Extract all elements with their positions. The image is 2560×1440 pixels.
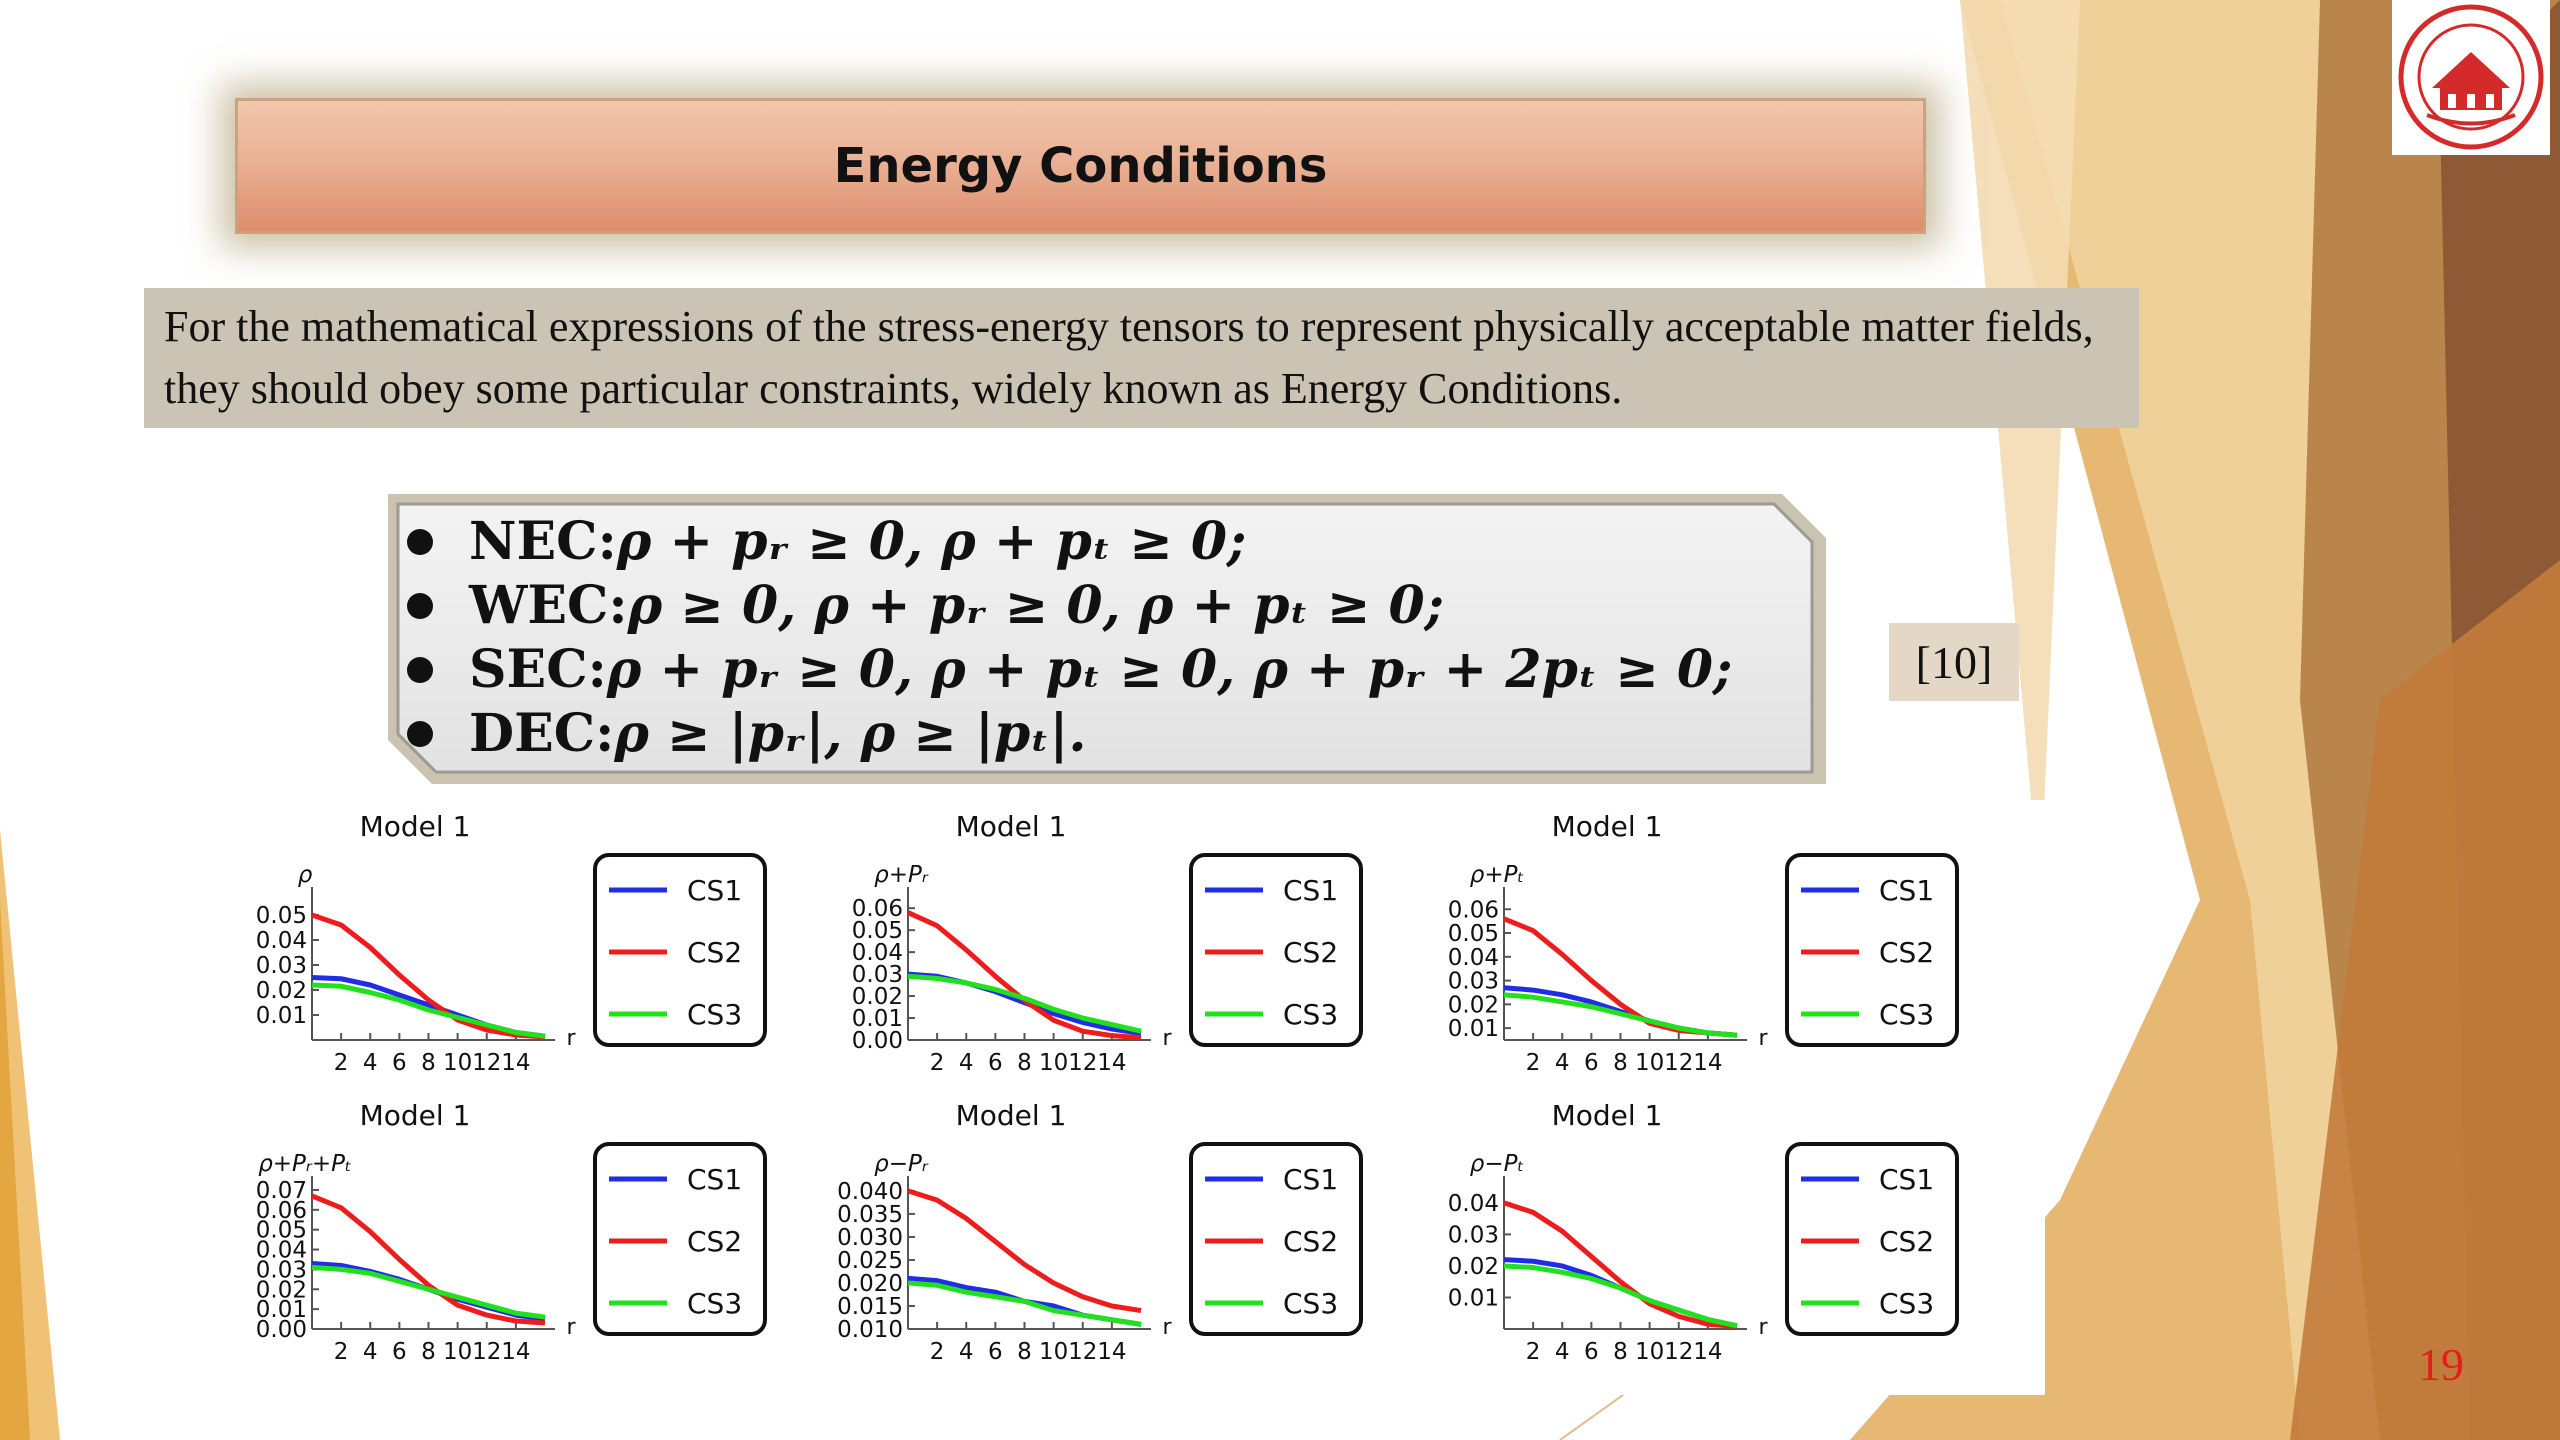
condition-separator: : <box>597 511 617 572</box>
x-tick-label: 2 <box>333 1339 349 1365</box>
legend-label: CS2 <box>1879 1225 1935 1258</box>
y-tick-label: 0.04 <box>1447 1190 1499 1217</box>
y-tick-label: 0.04 <box>255 928 307 954</box>
y-tick-label: 0.02 <box>255 978 307 1004</box>
energy-plot-5 <box>791 1089 1381 1374</box>
x-tick-label: 10 <box>1038 1050 1069 1076</box>
y-tick-label: 0.07 <box>255 1177 307 1204</box>
x-tick-label: 12 <box>1664 1050 1694 1076</box>
x-tick-label: 6 <box>988 1339 1003 1365</box>
condition-name: DEC <box>469 703 596 764</box>
condition-name: WEC <box>469 575 609 636</box>
x-tick-label: 2 <box>929 1050 945 1076</box>
legend-label: CS1 <box>687 874 743 907</box>
y-tick-label: 0.05 <box>255 903 307 929</box>
x-tick-label: 12 <box>1068 1339 1098 1365</box>
plot-title: Model 1 <box>1551 810 1663 843</box>
y-tick-label: 0.030 <box>837 1224 903 1251</box>
plots-panel <box>195 800 2045 1395</box>
legend-label: CS2 <box>687 936 743 969</box>
condition-nec <box>407 510 1732 574</box>
legend-label: CS1 <box>1879 874 1935 907</box>
energy-plot-4 <box>195 1089 785 1374</box>
title-banner <box>235 98 1926 234</box>
legend-label: CS3 <box>687 998 743 1031</box>
page-number: 19 <box>2418 1339 2464 1390</box>
y-tick-label: 0.05 <box>255 1217 307 1244</box>
y-tick-label: 0.03 <box>851 962 903 989</box>
x-tick-label: 6 <box>1584 1339 1599 1365</box>
y-tick-label: 0.03 <box>1447 968 1499 995</box>
legend-label: CS1 <box>687 1163 743 1196</box>
y-tick-label: 0.01 <box>851 1006 903 1033</box>
x-tick-label: 10 <box>442 1050 473 1076</box>
energy-conditions-box <box>382 488 1832 790</box>
y-axis-label: ρ−Pₜ <box>1469 1151 1525 1177</box>
slide-title: Energy Conditions <box>833 138 1328 194</box>
plot-title: Model 1 <box>359 1099 471 1132</box>
x-tick-label: 8 <box>1017 1050 1032 1076</box>
condition-separator: : <box>587 639 607 700</box>
legend-label: CS3 <box>1879 1287 1935 1320</box>
x-axis-label: r <box>1758 1026 1768 1051</box>
y-tick-label: 0.00 <box>851 1028 903 1054</box>
x-tick-label: 2 <box>1525 1339 1541 1365</box>
y-axis-label: ρ+Pₜ <box>1469 862 1525 888</box>
y-tick-label: 0.02 <box>255 1277 307 1304</box>
y-tick-label: 0.01 <box>1447 1285 1499 1312</box>
x-tick-label: 10 <box>442 1339 473 1365</box>
x-tick-label: 8 <box>1017 1339 1032 1365</box>
x-tick-label: 10 <box>1634 1339 1665 1365</box>
y-tick-label: 0.04 <box>1447 944 1499 971</box>
energy-plot-6 <box>1387 1089 1977 1374</box>
y-tick-label: 0.06 <box>1447 897 1499 924</box>
x-axis-label: r <box>1162 1026 1172 1051</box>
university-seal-icon <box>2392 0 2550 155</box>
plot-title: Model 1 <box>359 810 471 843</box>
y-axis-label: ρ−Pᵣ <box>874 1151 928 1177</box>
x-tick-label: 2 <box>1525 1050 1541 1076</box>
x-tick-label: 14 <box>1097 1339 1127 1365</box>
legend-label: CS3 <box>1283 1287 1339 1320</box>
series-line-cs3 <box>312 1267 545 1317</box>
series-line-cs2 <box>312 1196 545 1323</box>
energy-plot-1 <box>195 800 785 1085</box>
series-line-cs3 <box>1504 1266 1737 1326</box>
plot-legend <box>1787 855 1957 1045</box>
energy-plot-2 <box>791 800 1381 1085</box>
x-tick-label: 4 <box>362 1339 378 1365</box>
y-tick-label: 0.05 <box>1447 921 1499 948</box>
y-tick-label: 0.06 <box>851 896 903 923</box>
y-tick-label: 0.01 <box>255 1003 307 1029</box>
condition-expression: ρ ≥ 0, ρ + pᵣ ≥ 0, ρ + pₜ ≥ 0; <box>627 575 1444 636</box>
y-tick-label: 0.04 <box>851 940 903 967</box>
plot-legend <box>595 1144 765 1334</box>
x-tick-label: 12 <box>472 1339 502 1365</box>
x-tick-label: 10 <box>1038 1339 1069 1365</box>
x-axis-label: r <box>1758 1315 1768 1340</box>
intro-text: For the mathematical expressions of the stress-energy tensors to represent physically acceptable matter fields, they should obey some particular constraints, widely known as Energy Conditions. <box>144 288 2139 428</box>
bullet-icon <box>407 529 433 555</box>
x-axis-label: r <box>1162 1315 1172 1340</box>
series-line-cs3 <box>1504 995 1737 1035</box>
series-line-cs2 <box>1504 919 1737 1035</box>
y-tick-label: 0.04 <box>255 1237 307 1264</box>
y-tick-label: 0.02 <box>1447 992 1499 1019</box>
legend-label: CS3 <box>687 1287 743 1320</box>
legend-label: CS3 <box>1283 998 1339 1031</box>
x-tick-label: 14 <box>501 1050 531 1076</box>
reference-label: [10] <box>1889 623 2019 701</box>
x-tick-label: 8 <box>1613 1339 1628 1365</box>
y-tick-label: 0.03 <box>255 953 307 979</box>
x-tick-label: 14 <box>1097 1050 1127 1076</box>
plot-legend <box>1191 855 1361 1045</box>
y-tick-label: 0.00 <box>255 1317 307 1343</box>
x-tick-label: 8 <box>421 1050 436 1076</box>
legend-label: CS1 <box>1879 1163 1935 1196</box>
energy-plot-3 <box>1387 800 1977 1085</box>
x-axis-label: r <box>566 1315 576 1340</box>
legend-label: CS3 <box>1879 998 1935 1031</box>
x-tick-label: 8 <box>421 1339 436 1365</box>
condition-separator: : <box>595 703 615 764</box>
x-tick-label: 12 <box>472 1050 502 1076</box>
legend-label: CS2 <box>687 1225 743 1258</box>
bullet-icon <box>407 657 433 683</box>
x-axis-label: r <box>566 1026 576 1051</box>
series-line-cs2 <box>312 915 545 1037</box>
condition-expression: ρ + pᵣ ≥ 0, ρ + pₜ ≥ 0, ρ + pᵣ + 2pₜ ≥ 0; <box>606 639 1733 700</box>
y-axis-label: ρ <box>297 862 313 888</box>
x-tick-label: 6 <box>392 1050 407 1076</box>
conditions-list <box>407 510 1732 766</box>
condition-separator: : <box>608 575 628 636</box>
y-tick-label: 0.02 <box>851 984 903 1011</box>
plot-legend <box>595 855 765 1045</box>
x-tick-label: 12 <box>1068 1050 1098 1076</box>
legend-label: CS2 <box>1283 1225 1339 1258</box>
y-tick-label: 0.025 <box>837 1247 903 1274</box>
x-tick-label: 4 <box>958 1339 974 1365</box>
y-axis-label: ρ+Pᵣ <box>874 862 928 888</box>
legend-label: CS1 <box>1283 874 1339 907</box>
y-tick-label: 0.010 <box>837 1317 903 1343</box>
seal-graphic <box>2392 0 2550 155</box>
condition-expression: ρ + pᵣ ≥ 0, ρ + pₜ ≥ 0; <box>616 511 1247 572</box>
y-tick-label: 0.02 <box>1447 1253 1499 1280</box>
y-tick-label: 0.035 <box>837 1201 903 1228</box>
condition-wec <box>407 574 1732 638</box>
x-tick-label: 8 <box>1613 1050 1628 1076</box>
condition-dec <box>407 702 1732 766</box>
y-tick-label: 0.01 <box>1447 1016 1499 1043</box>
legend-label: CS2 <box>1283 936 1339 969</box>
legend-label: CS1 <box>1283 1163 1339 1196</box>
bullet-icon <box>407 593 433 619</box>
x-tick-label: 14 <box>501 1339 531 1365</box>
x-tick-label: 2 <box>929 1339 945 1365</box>
y-tick-label: 0.03 <box>255 1257 307 1284</box>
y-axis-label: ρ+Pᵣ+Pₜ <box>258 1151 352 1177</box>
y-tick-label: 0.06 <box>255 1197 307 1224</box>
plot-title: Model 1 <box>955 1099 1067 1132</box>
condition-name: SEC <box>469 639 588 700</box>
plot-title: Model 1 <box>955 810 1067 843</box>
x-tick-label: 12 <box>1664 1339 1694 1365</box>
y-tick-label: 0.020 <box>837 1270 903 1297</box>
y-tick-label: 0.05 <box>851 918 903 945</box>
y-tick-label: 0.01 <box>255 1297 307 1324</box>
series-line-cs2 <box>908 1191 1141 1311</box>
x-tick-label: 4 <box>1554 1050 1570 1076</box>
x-tick-label: 6 <box>988 1050 1003 1076</box>
x-tick-label: 2 <box>333 1050 349 1076</box>
legend-label: CS2 <box>1879 936 1935 969</box>
x-tick-label: 6 <box>392 1339 407 1365</box>
y-tick-label: 0.040 <box>837 1178 903 1205</box>
bullet-icon <box>407 721 433 747</box>
plot-legend <box>1787 1144 1957 1334</box>
plot-legend <box>1191 1144 1361 1334</box>
x-tick-label: 14 <box>1693 1339 1723 1365</box>
y-tick-label: 0.015 <box>837 1293 903 1320</box>
plot-title: Model 1 <box>1551 1099 1663 1132</box>
condition-name: NEC <box>469 511 598 572</box>
condition-sec <box>407 638 1732 702</box>
x-tick-label: 4 <box>958 1050 974 1076</box>
x-tick-label: 10 <box>1634 1050 1665 1076</box>
x-tick-label: 6 <box>1584 1050 1599 1076</box>
condition-expression: ρ ≥ |pᵣ|, ρ ≥ |pₜ|. <box>614 703 1087 764</box>
x-tick-label: 4 <box>1554 1339 1570 1365</box>
y-tick-label: 0.03 <box>1447 1222 1499 1249</box>
x-tick-label: 4 <box>362 1050 378 1076</box>
x-tick-label: 14 <box>1693 1050 1723 1076</box>
series-line-cs3 <box>312 985 545 1036</box>
